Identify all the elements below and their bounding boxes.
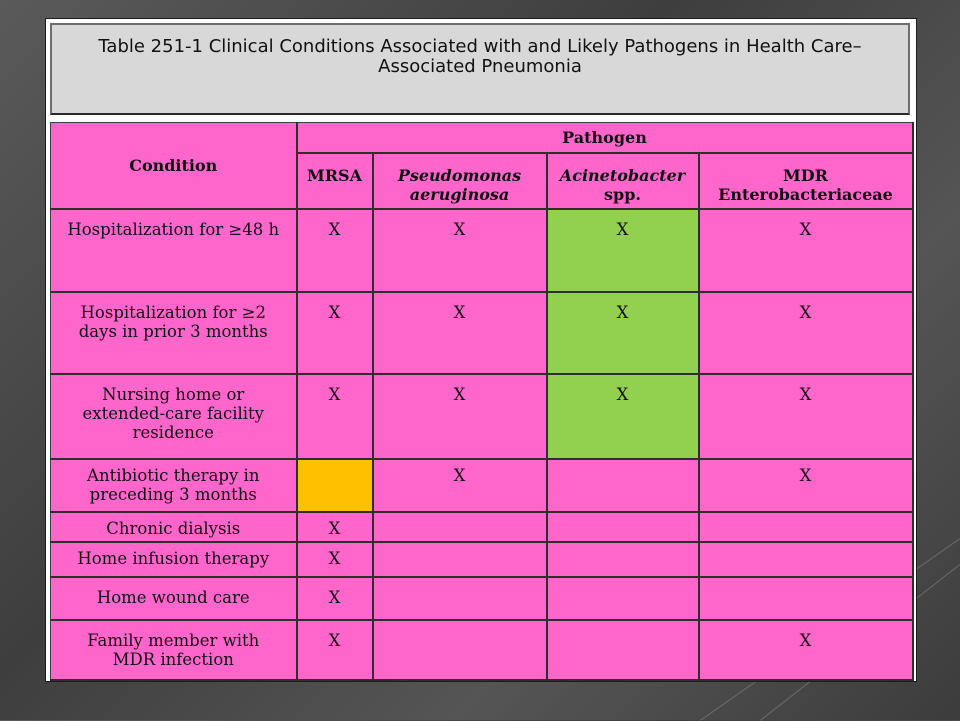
header-col-line: aeruginosa xyxy=(409,184,510,204)
mark-cell-mrsa: X xyxy=(297,374,373,459)
condition-line: Home wound care xyxy=(96,587,250,607)
condition-line: Nursing home or xyxy=(102,384,245,404)
header-col-line: Pseudomonas xyxy=(397,165,522,185)
mark-cell-acinetobacter xyxy=(547,620,699,680)
condition-line: Chronic dialysis xyxy=(106,518,241,538)
mark-cell-acinetobacter: X xyxy=(547,374,699,459)
mark-cell-mrsa xyxy=(297,459,373,512)
mark-cell-mdr xyxy=(699,542,913,577)
mark-cell-acinetobacter xyxy=(547,542,699,577)
mark-cell-mdr: X xyxy=(699,620,913,680)
condition-line: Hospitalization for ≥48 h xyxy=(67,219,280,239)
mark-cell-mrsa: X xyxy=(297,542,373,577)
header-col-acinetobacter xyxy=(547,153,699,209)
condition-cell xyxy=(51,374,297,459)
mark-cell-acinetobacter: X xyxy=(547,292,699,374)
condition-line: days in prior 3 months xyxy=(78,321,268,341)
condition-cell xyxy=(51,542,297,577)
mark-cell-mdr: X xyxy=(699,374,913,459)
title-box xyxy=(50,23,910,115)
table-row xyxy=(51,209,913,292)
title-line-2: Associated Pneumonia xyxy=(378,56,582,77)
slide xyxy=(45,18,917,682)
header-col-mdr xyxy=(699,153,913,209)
mark-cell-mrsa: X xyxy=(297,577,373,620)
mark-cell-acinetobacter xyxy=(547,512,699,542)
mark-cell-mrsa: X xyxy=(297,620,373,680)
mark-cell-acinetobacter: X xyxy=(547,209,699,292)
mark-cell-pseudomonas: X xyxy=(373,292,547,374)
table-row xyxy=(51,577,913,620)
table-row xyxy=(51,542,913,577)
mark-cell-pseudomonas: X xyxy=(373,374,547,459)
mark-cell-mrsa: X xyxy=(297,292,373,374)
condition-line: extended-care facility xyxy=(82,403,264,423)
table-row xyxy=(51,620,913,680)
mark-cell-mdr: X xyxy=(699,292,913,374)
table-row xyxy=(51,459,913,512)
header-col-line: spp. xyxy=(604,184,641,204)
mark-cell-mdr: X xyxy=(699,459,913,512)
mark-cell-pseudomonas xyxy=(373,620,547,680)
mark-cell-pseudomonas xyxy=(373,577,547,620)
condition-line: preceding 3 months xyxy=(89,484,257,504)
mark-cell-acinetobacter xyxy=(547,577,699,620)
condition-cell xyxy=(51,292,297,374)
mark-cell-pseudomonas xyxy=(373,512,547,542)
mark-cell-acinetobacter xyxy=(547,459,699,512)
mark-cell-mdr: X xyxy=(699,209,913,292)
mark-cell-pseudomonas xyxy=(373,542,547,577)
table-row xyxy=(51,292,913,374)
header-col-mrsa xyxy=(297,153,373,209)
condition-line: residence xyxy=(132,422,214,442)
condition-cell xyxy=(51,620,297,680)
header-col-pseudomonas xyxy=(373,153,547,209)
pathogen-table xyxy=(50,122,914,681)
condition-line: Antibiotic therapy in xyxy=(87,465,260,485)
condition-line: MDR infection xyxy=(112,649,234,669)
condition-cell xyxy=(51,209,297,292)
slide-title xyxy=(52,37,908,77)
condition-cell xyxy=(51,577,297,620)
header-pathogen: Pathogen xyxy=(297,123,913,153)
header-col-line: Enterobacteriaceae xyxy=(718,184,893,204)
mark-cell-pseudomonas: X xyxy=(373,459,547,512)
condition-line: Home infusion therapy xyxy=(77,548,270,568)
condition-cell xyxy=(51,459,297,512)
header-condition: Condition xyxy=(51,123,297,209)
mark-cell-mdr xyxy=(699,512,913,542)
condition-line: Hospitalization for ≥2 xyxy=(80,302,266,322)
table-row xyxy=(51,512,913,542)
condition-cell xyxy=(51,512,297,542)
header-row-1 xyxy=(51,123,913,153)
condition-line: Family member with xyxy=(87,630,260,650)
header-col-line: MRSA xyxy=(307,165,362,185)
table-row xyxy=(51,374,913,459)
title-line-1: Table 251-1 Clinical Conditions Associated with and Likely Pathogens in Health Care– xyxy=(98,36,862,57)
header-col-line: Acinetobacter xyxy=(559,165,686,185)
mark-cell-mdr xyxy=(699,577,913,620)
mark-cell-mrsa: X xyxy=(297,512,373,542)
header-col-line: MDR xyxy=(783,165,828,185)
mark-cell-mrsa: X xyxy=(297,209,373,292)
mark-cell-pseudomonas: X xyxy=(373,209,547,292)
